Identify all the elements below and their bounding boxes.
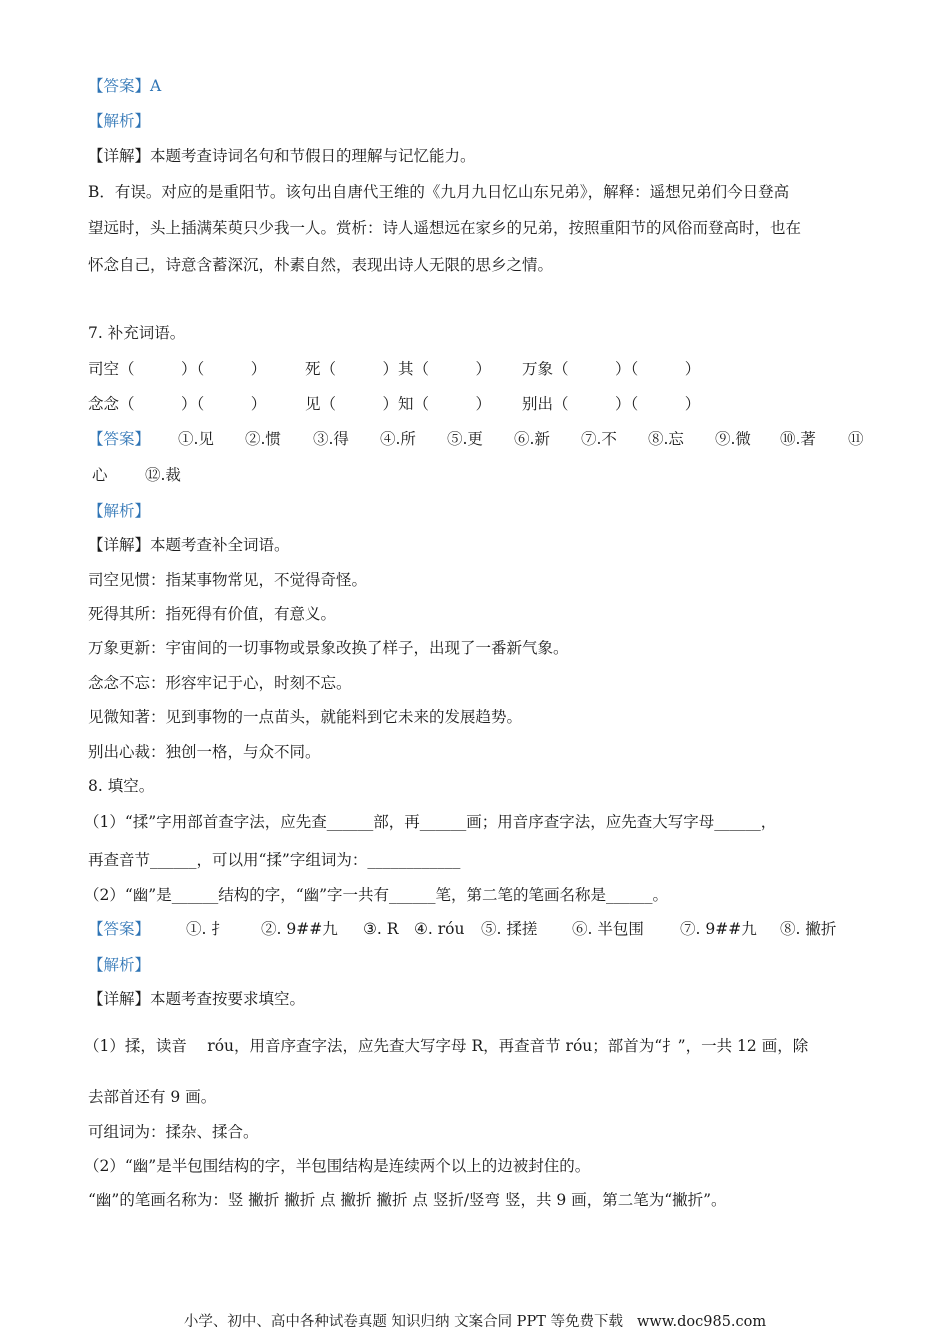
q8-explain-2-line2: “幽”的笔画名称为：竖 撇折 撇折 点 撇折 撇折 点 竖折/竖弯 竖，共 9 画，第二笔为“撇折”。 [88, 1191, 727, 1209]
q7-title: 7. 补充词语。 [88, 324, 186, 342]
answer-item: ①. 扌 [186, 920, 227, 938]
q8-title: 8. 填空。 [88, 777, 155, 795]
answer-item: ①.见 [178, 430, 214, 448]
detail-text: 本题考查补全词语。 [150, 536, 290, 554]
detail-tag: 【详解】 [88, 147, 151, 165]
q8-explain-1-line2: 去部首还有 9 画。 [88, 1088, 217, 1106]
page-footer [0, 1310, 950, 1331]
answer-item: ⑥. 半包围 [572, 920, 644, 938]
q6-explain-line-2: 望远时，头上插满茱萸只少我一人。赏析：诗人遥想远在家乡的兄弟，按照重阳节的风俗而登高时，也在 [88, 219, 802, 237]
explanation-line: 别出心裁：独创一格，与众不同。 [88, 743, 321, 761]
detail-text: 本题考查按要求填空。 [150, 990, 306, 1008]
answer-tag: 【答案】 [88, 77, 151, 95]
answer-tag: 【答案】 [88, 430, 151, 448]
answer-item: 心 [92, 466, 108, 484]
answer-item: ⑦. 9##九 [680, 920, 757, 938]
q7-blank-4: 念念（ ）（ ） [88, 395, 267, 413]
explanation-line: 司空见惯：指某事物常见，不觉得奇怪。 [88, 571, 368, 589]
footer-url[interactable]: www.doc985.com [636, 1314, 767, 1330]
q8-part2: （2）“幽”是______结构的字，“幽”字一共有______笔，第二笔的笔画名称是______。 [84, 886, 669, 904]
answer-item: ⑥.新 [514, 430, 550, 448]
q7-detail-line [88, 534, 910, 556]
q8-explain-1-line3: 可组词为：揉杂、揉合。 [88, 1123, 259, 1141]
answer-item: ③.得 [313, 430, 349, 448]
analysis-tag: 【解析】 [88, 956, 151, 974]
detail-tag: 【详解】 [88, 990, 151, 1008]
answer-item: ⑪ [848, 430, 864, 448]
answer-item: ④.所 [380, 430, 416, 448]
answer-tag: 【答案】 [88, 920, 151, 938]
q8-detail-line [88, 988, 910, 1010]
explanation-line: 万象更新：宇宙间的一切事物或景象改换了样子，出现了一番新气象。 [88, 639, 569, 657]
q8-part1-line1: （1）“揉”字用部首查字法，应先查______部，再______画；用音序查字法，应先查大写字母______， [84, 813, 777, 831]
answer-item: ⑩.著 [780, 430, 816, 448]
answer-item: ⑫.裁 [145, 466, 181, 484]
q8-part1-line2: 再查音节______，可以用“揉”字组词为：____________ [88, 851, 461, 869]
footer-text: 小学、初中、高中各种试卷真题 知识归纳 文案合同 PPT 等免费下载 [183, 1314, 623, 1330]
answer-item: ③. R [363, 920, 399, 938]
explanation-line: 死得其所：指死得有价值，有意义。 [88, 605, 337, 623]
q7-blank-3: 万象（ ）（ ） [522, 360, 701, 378]
q7-blank-1: 司空（ ）（ ） [88, 360, 267, 378]
answer-item: ②.惯 [245, 430, 281, 448]
analysis-tag: 【解析】 [88, 502, 151, 520]
answer-item: ⑤. 揉搓 [481, 920, 538, 938]
answer-item: ②. 9##九 [261, 920, 338, 938]
explanation-line: 见微知著：见到事物的一点苗头，就能料到它未来的发展趋势。 [88, 708, 523, 726]
answer-item: ⑨.微 [715, 430, 751, 448]
answer-item: ⑧. 撇折 [780, 920, 837, 938]
q7-blank-6: 别出（ ）（ ） [522, 395, 701, 413]
answer-item: ⑤.更 [447, 430, 483, 448]
q7-blank-2: 死（ ）其（ ） [305, 360, 492, 378]
q6-detail-line [88, 145, 910, 167]
q6-explain-line-1: B．有误。对应的是重阳节。该句出自唐代王维的《九月九日忆山东兄弟》，解释：遥想兄弟们今日登高 [88, 183, 790, 201]
explanation-line: 念念不忘：形容牢记于心，时刻不忘。 [88, 674, 352, 692]
q7-blank-5: 见（ ）知（ ） [305, 395, 492, 413]
q8-explain-1-line1: （1）揉，读音 róu，用音序查字法，应先查大写字母 R，再查音节 róu；部首为“扌”，一共 12 画，除 [84, 1037, 809, 1055]
q6-answer-line [88, 75, 910, 97]
detail-tag: 【详解】 [88, 536, 151, 554]
q6-explain-line-3: 怀念自己，诗意含蓄深沉，朴素自然，表现出诗人无限的思乡之情。 [88, 256, 554, 274]
answer-item: ⑧.忘 [648, 430, 684, 448]
detail-text: 本题考查诗词名句和节假日的理解与记忆能力。 [150, 147, 476, 165]
analysis-tag: 【解析】 [88, 112, 151, 130]
answer-item: ④. róu [414, 920, 465, 938]
answer-item: ⑦.不 [581, 430, 617, 448]
answer-value: A [150, 77, 162, 95]
q8-explain-2-line1: （2）“幽”是半包围结构的字，半包围结构是连续两个以上的边被封住的。 [84, 1157, 591, 1175]
